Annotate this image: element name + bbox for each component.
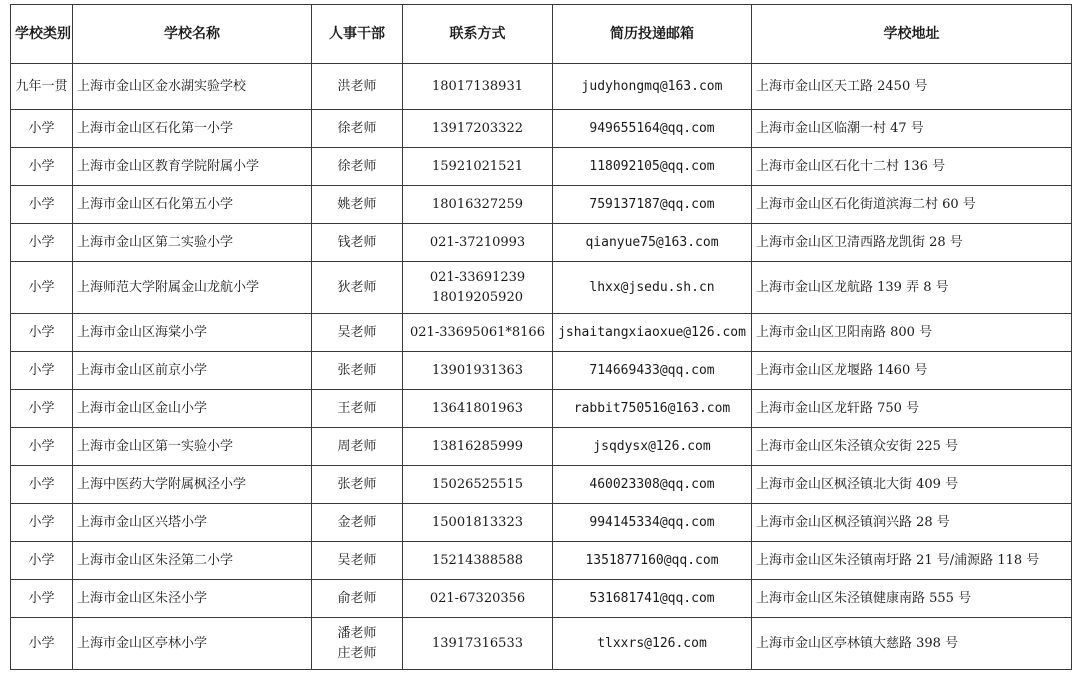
cell-resume-email: 118092105@qq.com [553, 148, 752, 186]
cell-phone-line: 021-33691239 [429, 269, 526, 285]
cell-resume-email: lhxx@jsedu.sh.cn [553, 262, 752, 314]
cell-phone-line: 13917203322 [432, 120, 523, 136]
cell-school-address: 上海市金山区朱泾镇健康南路 555 号 [752, 580, 1072, 618]
cell-school-type: 小学 [11, 466, 73, 504]
table-row [11, 466, 1072, 504]
cell-school-name: 上海市金山区第二实验小学 [73, 224, 312, 262]
table-row [11, 580, 1072, 618]
cell-phone [403, 224, 553, 262]
header-hr-department: 人事干部 [312, 5, 403, 64]
cell-hr-contact [312, 466, 403, 504]
cell-school-type: 小学 [11, 352, 73, 390]
cell-school-type: 小学 [11, 542, 73, 580]
cell-hr-contact-line: 吴老师 [337, 324, 377, 340]
table-row [11, 542, 1072, 580]
table-row [11, 186, 1072, 224]
cell-phone [403, 186, 553, 224]
cell-hr-contact-line: 狄老师 [337, 279, 377, 295]
cell-school-address: 上海市金山区朱泾镇众安街 225 号 [752, 428, 1072, 466]
table-row [11, 64, 1072, 110]
cell-school-type: 小学 [11, 390, 73, 428]
cell-hr-contact-line: 钱老师 [337, 234, 377, 250]
cell-phone [403, 542, 553, 580]
cell-hr-contact-line: 吴老师 [337, 552, 377, 568]
cell-phone [403, 64, 553, 110]
cell-school-address: 上海市金山区枫泾镇北大街 409 号 [752, 466, 1072, 504]
header-contact: 联系方式 [403, 5, 553, 64]
cell-school-name: 上海市金山区金水湖实验学校 [73, 64, 312, 110]
table-row [11, 148, 1072, 186]
cell-school-name: 上海市金山区第一实验小学 [73, 428, 312, 466]
cell-resume-email: 1351877160@qq.com [553, 542, 752, 580]
cell-hr-contact-line: 姚老师 [337, 196, 377, 212]
cell-phone [403, 390, 553, 428]
cell-hr-contact [312, 262, 403, 314]
cell-school-address: 上海市金山区枫泾镇润兴路 28 号 [752, 504, 1072, 542]
table-body [11, 64, 1072, 670]
cell-phone-line: 021-37210993 [429, 234, 526, 250]
cell-school-name: 上海市金山区金山小学 [73, 390, 312, 428]
table-row [11, 618, 1072, 670]
cell-hr-contact [312, 186, 403, 224]
cell-school-type: 小学 [11, 186, 73, 224]
header-school-name: 学校名称 [73, 5, 312, 64]
cell-resume-email: jsqdysx@126.com [553, 428, 752, 466]
table-row [11, 314, 1072, 352]
cell-school-name: 上海市金山区朱泾小学 [73, 580, 312, 618]
cell-hr-contact-line: 张老师 [337, 476, 377, 492]
cell-school-address: 上海市金山区临潮一村 47 号 [752, 110, 1072, 148]
cell-school-type: 小学 [11, 504, 73, 542]
cell-phone [403, 580, 553, 618]
cell-school-address: 上海市金山区龙航路 139 弄 8 号 [752, 262, 1072, 314]
cell-phone-line: 13641801963 [432, 400, 523, 416]
cell-resume-email: tlxxrs@126.com [553, 618, 752, 670]
table-row [11, 262, 1072, 314]
cell-school-type: 小学 [11, 314, 73, 352]
cell-hr-contact-line: 徐老师 [337, 158, 377, 174]
cell-resume-email: judyhongmq@163.com [553, 64, 752, 110]
cell-resume-email: rabbit750516@163.com [553, 390, 752, 428]
table-row [11, 504, 1072, 542]
cell-phone-line: 15001813323 [432, 514, 523, 530]
cell-school-name: 上海市金山区前京小学 [73, 352, 312, 390]
cell-school-type: 九年一贯 [11, 64, 73, 110]
cell-hr-contact-line: 金老师 [337, 514, 377, 530]
cell-school-name: 上海市金山区石化第五小学 [73, 186, 312, 224]
cell-school-address: 上海市金山区石化街道滨海二村 60 号 [752, 186, 1072, 224]
cell-hr-contact-line: 庄老师 [337, 645, 377, 661]
cell-hr-contact [312, 618, 403, 670]
cell-school-address: 上海市金山区石化十二村 136 号 [752, 148, 1072, 186]
cell-phone [403, 148, 553, 186]
cell-phone-line: 13901931363 [432, 362, 523, 378]
cell-hr-contact-line: 洪老师 [337, 78, 377, 94]
cell-phone [403, 352, 553, 390]
cell-resume-email: 949655164@qq.com [553, 110, 752, 148]
cell-hr-contact-line: 周老师 [337, 438, 377, 454]
cell-resume-email: 460023308@qq.com [553, 466, 752, 504]
cell-phone-line: 18016327259 [432, 196, 523, 212]
cell-hr-contact [312, 580, 403, 618]
cell-phone [403, 262, 553, 314]
cell-resume-email: 531681741@qq.com [553, 580, 752, 618]
cell-phone-line: 13917316533 [432, 635, 523, 651]
cell-school-address: 上海市金山区天工路 2450 号 [752, 64, 1072, 110]
cell-hr-contact [312, 110, 403, 148]
cell-hr-contact [312, 64, 403, 110]
cell-resume-email: qianyue75@163.com [553, 224, 752, 262]
cell-hr-contact-line: 王老师 [337, 400, 377, 416]
cell-hr-contact [312, 504, 403, 542]
cell-school-type: 小学 [11, 618, 73, 670]
cell-school-type: 小学 [11, 580, 73, 618]
cell-school-address: 上海市金山区卫清西路龙凯街 28 号 [752, 224, 1072, 262]
cell-hr-contact [312, 542, 403, 580]
cell-phone-line: 15214388588 [432, 552, 523, 568]
table-row [11, 428, 1072, 466]
cell-phone [403, 314, 553, 352]
cell-phone [403, 428, 553, 466]
cell-phone-line: 021-67320356 [429, 590, 526, 606]
cell-phone-line: 13816285999 [432, 438, 523, 454]
cell-school-name: 上海市金山区教育学院附属小学 [73, 148, 312, 186]
table-row [11, 224, 1072, 262]
school-contact-table [10, 4, 1072, 670]
cell-resume-email: jshaitangxiaoxue@126.com [553, 314, 752, 352]
cell-resume-email: 759137187@qq.com [553, 186, 752, 224]
table-header-row [11, 5, 1072, 64]
cell-school-type: 小学 [11, 262, 73, 314]
table-row [11, 352, 1072, 390]
cell-school-address: 上海市金山区卫阳南路 800 号 [752, 314, 1072, 352]
cell-school-address: 上海市金山区龙轩路 750 号 [752, 390, 1072, 428]
cell-school-type: 小学 [11, 428, 73, 466]
cell-phone-line: 15026525515 [432, 476, 523, 492]
cell-phone [403, 504, 553, 542]
cell-school-name: 上海市金山区亭林小学 [73, 618, 312, 670]
table-row [11, 390, 1072, 428]
cell-school-address: 上海市金山区亭林镇大慈路 398 号 [752, 618, 1072, 670]
header-school-type: 学校类别 [11, 5, 73, 64]
cell-hr-contact-line: 潘老师 [337, 625, 377, 641]
cell-phone [403, 466, 553, 504]
cell-phone-line: 021-33695061*8166 [410, 324, 545, 340]
cell-hr-contact [312, 148, 403, 186]
header-resume-email: 简历投递邮箱 [553, 5, 752, 64]
cell-school-name: 上海中医药大学附属枫泾小学 [73, 466, 312, 504]
cell-school-address: 上海市金山区朱泾镇南圩路 21 号/浦源路 118 号 [752, 542, 1072, 580]
header-school-address: 学校地址 [752, 5, 1072, 64]
cell-resume-email: 714669433@qq.com [553, 352, 752, 390]
cell-hr-contact-line: 俞老师 [337, 590, 377, 606]
cell-school-name: 上海师范大学附属金山龙航小学 [73, 262, 312, 314]
cell-hr-contact [312, 352, 403, 390]
cell-school-address: 上海市金山区龙堰路 1460 号 [752, 352, 1072, 390]
cell-hr-contact [312, 390, 403, 428]
table-row [11, 110, 1072, 148]
cell-school-name: 上海市金山区兴塔小学 [73, 504, 312, 542]
cell-resume-email: 994145334@qq.com [553, 504, 752, 542]
cell-hr-contact-line: 徐老师 [337, 120, 377, 136]
cell-hr-contact [312, 224, 403, 262]
cell-hr-contact [312, 428, 403, 466]
cell-phone [403, 110, 553, 148]
cell-hr-contact-line: 张老师 [337, 362, 377, 378]
cell-phone-line: 18017138931 [432, 78, 523, 94]
cell-school-name: 上海市金山区石化第一小学 [73, 110, 312, 148]
cell-phone [403, 618, 553, 670]
cell-school-name: 上海市金山区海棠小学 [73, 314, 312, 352]
cell-hr-contact [312, 314, 403, 352]
cell-school-type: 小学 [11, 224, 73, 262]
cell-phone-line: 15921021521 [432, 158, 523, 174]
cell-school-type: 小学 [11, 110, 73, 148]
cell-school-name: 上海市金山区朱泾第二小学 [73, 542, 312, 580]
cell-school-type: 小学 [11, 148, 73, 186]
cell-phone-line: 18019205920 [432, 289, 523, 305]
